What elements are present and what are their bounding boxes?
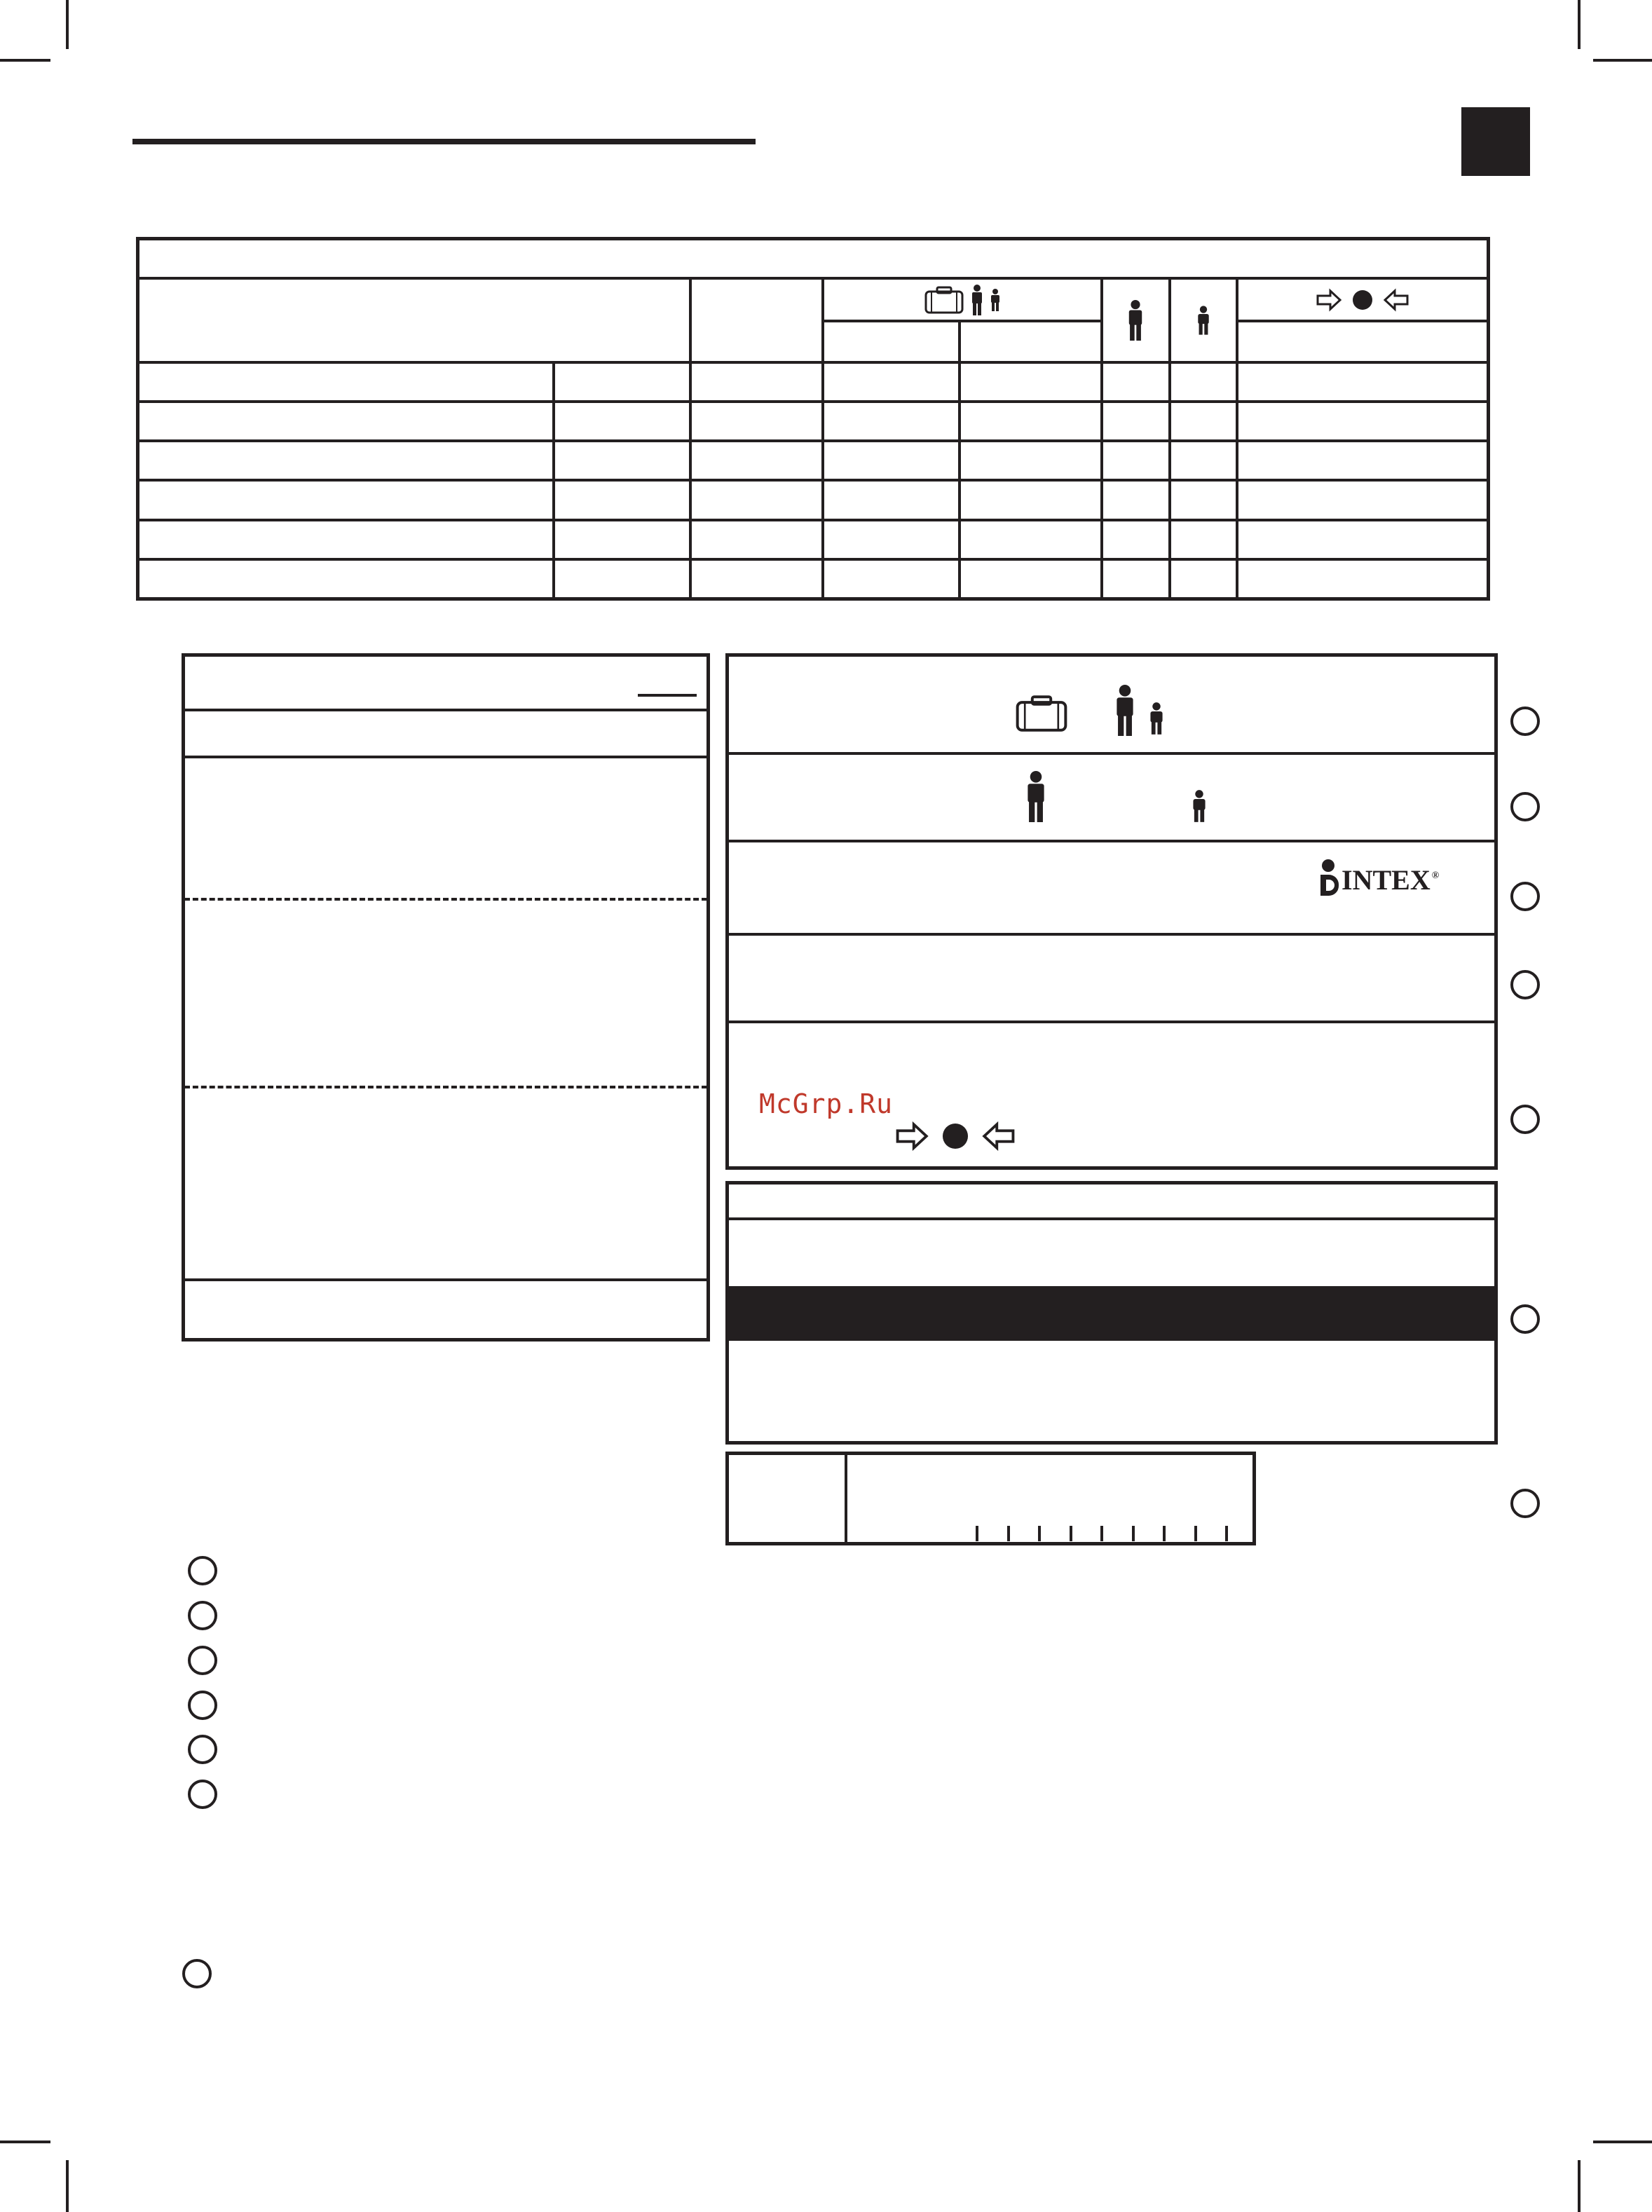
intex-logo-text: INTEX [1342,864,1431,896]
spec-header-children [1170,278,1237,362]
ruler-tick [1225,1526,1228,1541]
spec-header-size [690,278,823,362]
gauge-box [725,1452,1256,1545]
right-panel-divider-1 [725,752,1498,755]
crop-mark-bottom-right-vertical [1578,2160,1581,2212]
warning-panel-divider [725,1217,1498,1220]
adult-icon [971,285,983,315]
push-valve-icon [896,1119,1015,1154]
callout-circle-right-6 [1510,1304,1540,1334]
ruler-tick [1038,1526,1041,1541]
intex-logo [1320,859,1439,894]
table-row [138,402,1489,441]
luggage-icon [1016,694,1067,733]
ruler-tick [1132,1526,1135,1541]
header-rule [132,139,756,144]
ruler-tick [976,1526,978,1541]
adult-icon [1025,771,1046,822]
callout-circle-left-2 [188,1601,217,1630]
spec-header-adults [1102,278,1170,362]
crop-mark-bottom-left-vertical [66,2160,69,2212]
left-panel-title-underline [638,694,697,697]
callout-circle-right-5 [1510,1105,1540,1134]
ruler-tick [1070,1526,1072,1541]
push-valve-icon [1316,288,1409,312]
page-tab [1461,107,1530,176]
crop-mark-top-right-horizontal [1593,59,1652,62]
callout-circle-left-4 [188,1691,217,1720]
callout-circle-left-1 [188,1556,217,1585]
warning-black-band [725,1286,1498,1341]
table-row [138,559,1489,599]
ruler-tick [1163,1526,1166,1541]
table-row [138,441,1489,480]
spec-table [136,237,1490,601]
callout-circle-right-2 [1510,792,1540,821]
callout-circle-right-7 [1510,1489,1540,1518]
spec-subheader-b [960,321,1102,362]
crop-mark-top-right-vertical [1578,0,1581,49]
left-panel-dashed-divider-1 [184,898,707,901]
spec-subheader-c [1237,321,1489,362]
left-panel-divider-3 [182,1278,710,1281]
crop-mark-top-left-vertical [66,0,69,49]
table-row [138,480,1489,519]
ruler-tick [1100,1526,1103,1541]
spec-subheader-a [823,321,960,362]
registered-mark: ® [1431,871,1440,881]
spec-table-title-row [138,239,1489,278]
callout-circle-right-4 [1510,970,1540,999]
left-panel-divider-2 [182,756,710,758]
spec-header-capacity [823,278,1102,321]
crop-mark-top-left-horizontal [0,59,50,62]
left-panel-dashed-divider-2 [184,1086,707,1088]
right-panel-divider-4 [725,1020,1498,1023]
callout-circle-left-5 [188,1735,217,1764]
callout-circle-right-3 [1510,882,1540,911]
child-icon [990,289,1000,311]
crop-mark-bottom-left-horizontal [0,2141,50,2143]
spec-header-pressure [1237,278,1489,321]
luggage-icon [924,286,964,314]
child-icon [1192,790,1206,822]
table-row [138,520,1489,559]
callout-circle-left-7 [182,1959,212,1988]
child-icon [1197,305,1210,336]
callout-circle-left-3 [188,1646,217,1675]
child-icon [1149,702,1163,735]
watermark: McGrp.Ru [759,1088,894,1119]
callout-circle-left-6 [188,1780,217,1809]
gauge-box-divider [845,1452,847,1545]
ruler-tick [1007,1526,1010,1541]
adult-icon [1127,300,1144,341]
adult-icon [1114,685,1135,736]
ruler-tick [1194,1526,1197,1541]
callout-circle-right-1 [1510,706,1540,736]
crop-mark-bottom-right-horizontal [1593,2141,1652,2143]
intex-logo-mark [1320,859,1342,894]
right-panel-divider-2 [725,840,1498,842]
table-row [138,362,1489,402]
spec-header-model [138,278,690,362]
right-panel-divider-3 [725,933,1498,936]
left-panel-divider-1 [182,709,710,711]
